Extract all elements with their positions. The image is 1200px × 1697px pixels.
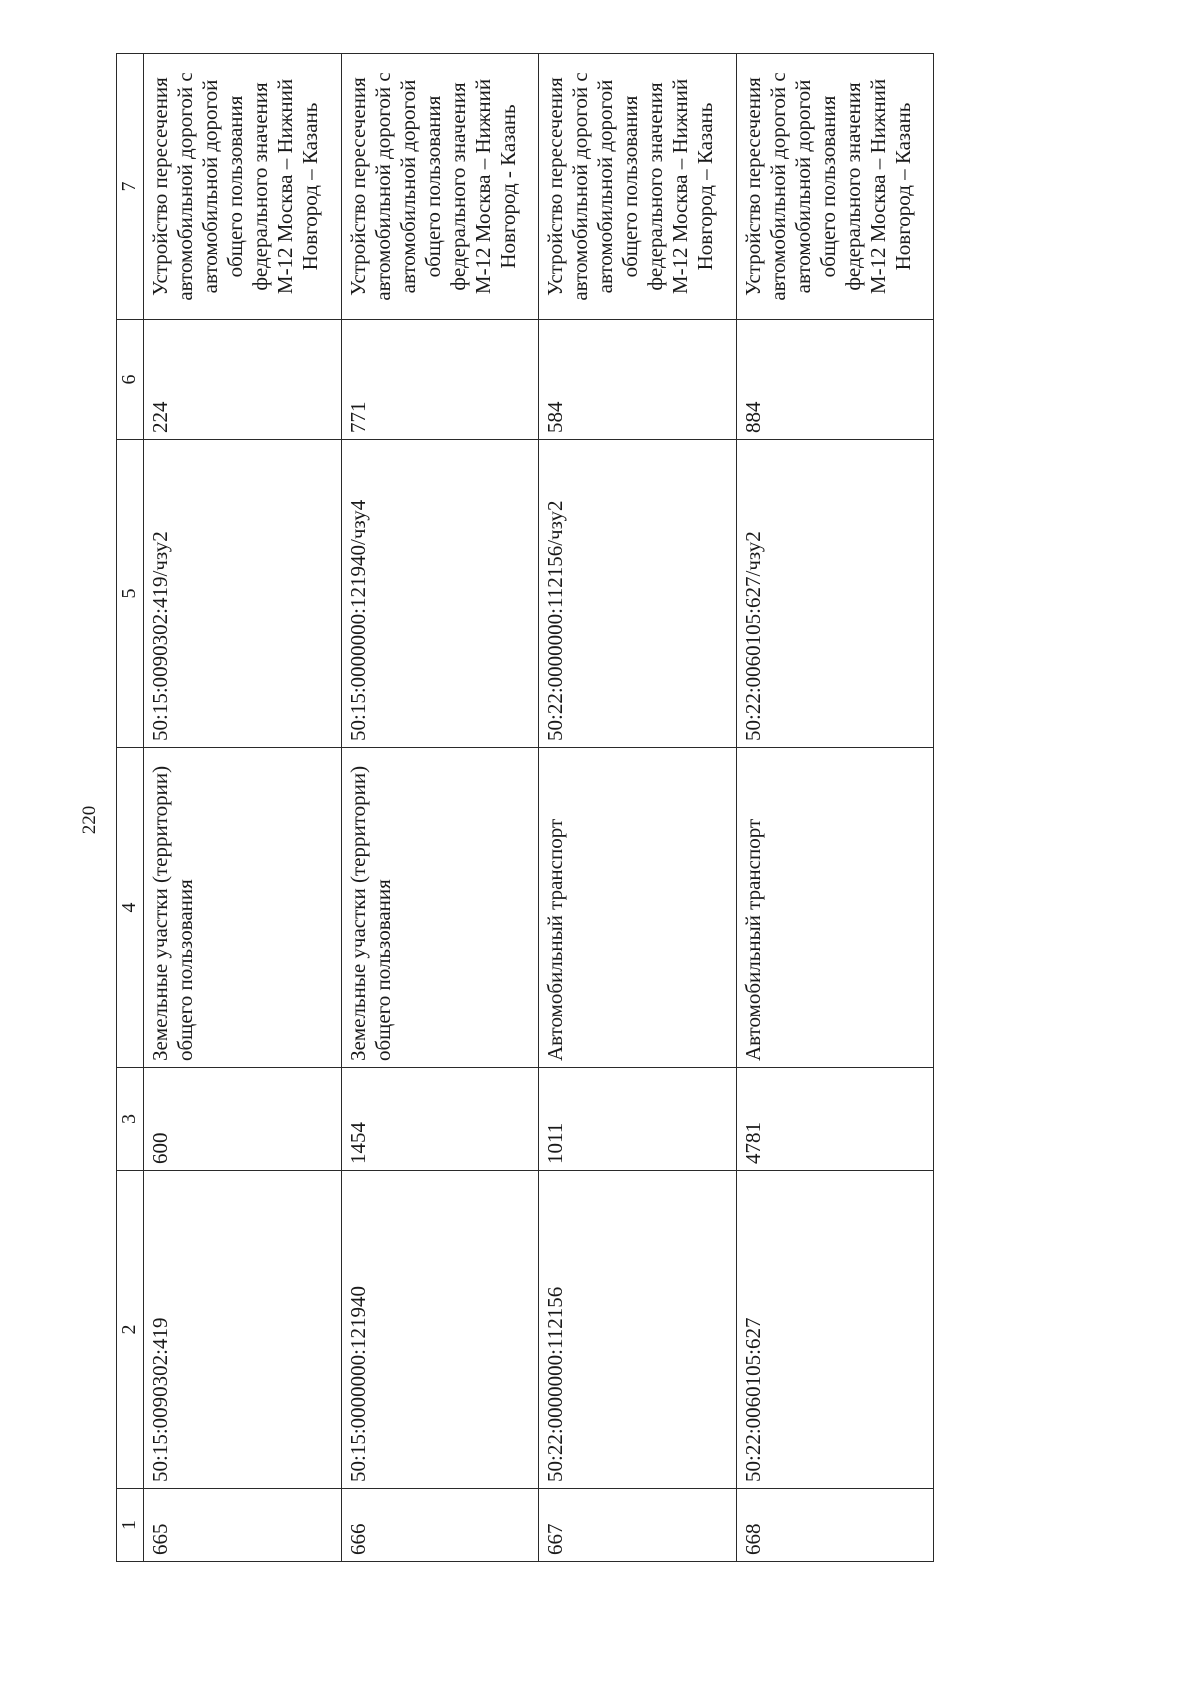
cadastral-number-cell: 50:22:0060105:627 xyxy=(736,1171,934,1489)
table-row xyxy=(539,54,737,1562)
part-area-cell: 884 xyxy=(736,320,934,440)
table-row xyxy=(341,54,539,1562)
row-number-cell: 665 xyxy=(144,1489,342,1562)
column-header: 3 xyxy=(117,1068,144,1171)
parcel-part-cell: 50:22:0060105:627/чзу2 xyxy=(736,440,934,748)
category-cell: Земельные участки (территории) общего пользования xyxy=(144,748,342,1068)
page-number: 220 xyxy=(79,805,100,835)
table-header-row xyxy=(117,54,144,1562)
area-cell: 1454 xyxy=(341,1068,539,1171)
row-number-cell: 666 xyxy=(341,1489,539,1562)
category-cell: Земельные участки (территории) общего пользования xyxy=(341,748,539,1068)
table-container xyxy=(116,54,934,1562)
land-parcels-table xyxy=(116,53,934,1562)
parcel-part-cell: 50:22:0000000:112156/чзу2 xyxy=(539,440,737,748)
purpose-cell: Устройство пересечения автомобильной дорогой с автомобильной дорогой общего пользования федерального значения М-12 Москва – Нижний Новгород – Казань xyxy=(144,54,342,320)
part-area-cell: 771 xyxy=(341,320,539,440)
table-row xyxy=(144,54,342,1562)
cadastral-number-cell: 50:15:0000000:121940 xyxy=(341,1171,539,1489)
purpose-cell: Устройство пересечения автомобильной дорогой с автомобильной дорогой общего пользования федерального значения М-12 Москва – Нижний Новгород - Казань xyxy=(341,54,539,320)
purpose-cell: Устройство пересечения автомобильной дорогой с автомобильной дорогой общего пользования федерального значения М-12 Москва – Нижний Новгород – Казань xyxy=(736,54,934,320)
category-cell: Автомобильный транспорт xyxy=(736,748,934,1068)
area-cell: 1011 xyxy=(539,1068,737,1171)
purpose-cell: Устройство пересечения автомобильной дорогой с автомобильной дорогой общего пользования федерального значения М-12 Москва – Нижний Новгород – Казань xyxy=(539,54,737,320)
row-number-cell: 668 xyxy=(736,1489,934,1562)
cadastral-number-cell: 50:22:0000000:112156 xyxy=(539,1171,737,1489)
area-cell: 600 xyxy=(144,1068,342,1171)
column-header: 1 xyxy=(117,1489,144,1562)
category-cell: Автомобильный транспорт xyxy=(539,748,737,1068)
parcel-part-cell: 50:15:0090302:419/чзу2 xyxy=(144,440,342,748)
column-header: 2 xyxy=(117,1171,144,1489)
row-number-cell: 667 xyxy=(539,1489,737,1562)
column-header: 5 xyxy=(117,440,144,748)
column-header: 6 xyxy=(117,320,144,440)
table-row xyxy=(736,54,934,1562)
column-header: 7 xyxy=(117,54,144,320)
part-area-cell: 224 xyxy=(144,320,342,440)
part-area-cell: 584 xyxy=(539,320,737,440)
parcel-part-cell: 50:15:0000000:121940/чзу4 xyxy=(341,440,539,748)
area-cell: 4781 xyxy=(736,1068,934,1171)
column-header: 4 xyxy=(117,748,144,1068)
cadastral-number-cell: 50:15:0090302:419 xyxy=(144,1171,342,1489)
